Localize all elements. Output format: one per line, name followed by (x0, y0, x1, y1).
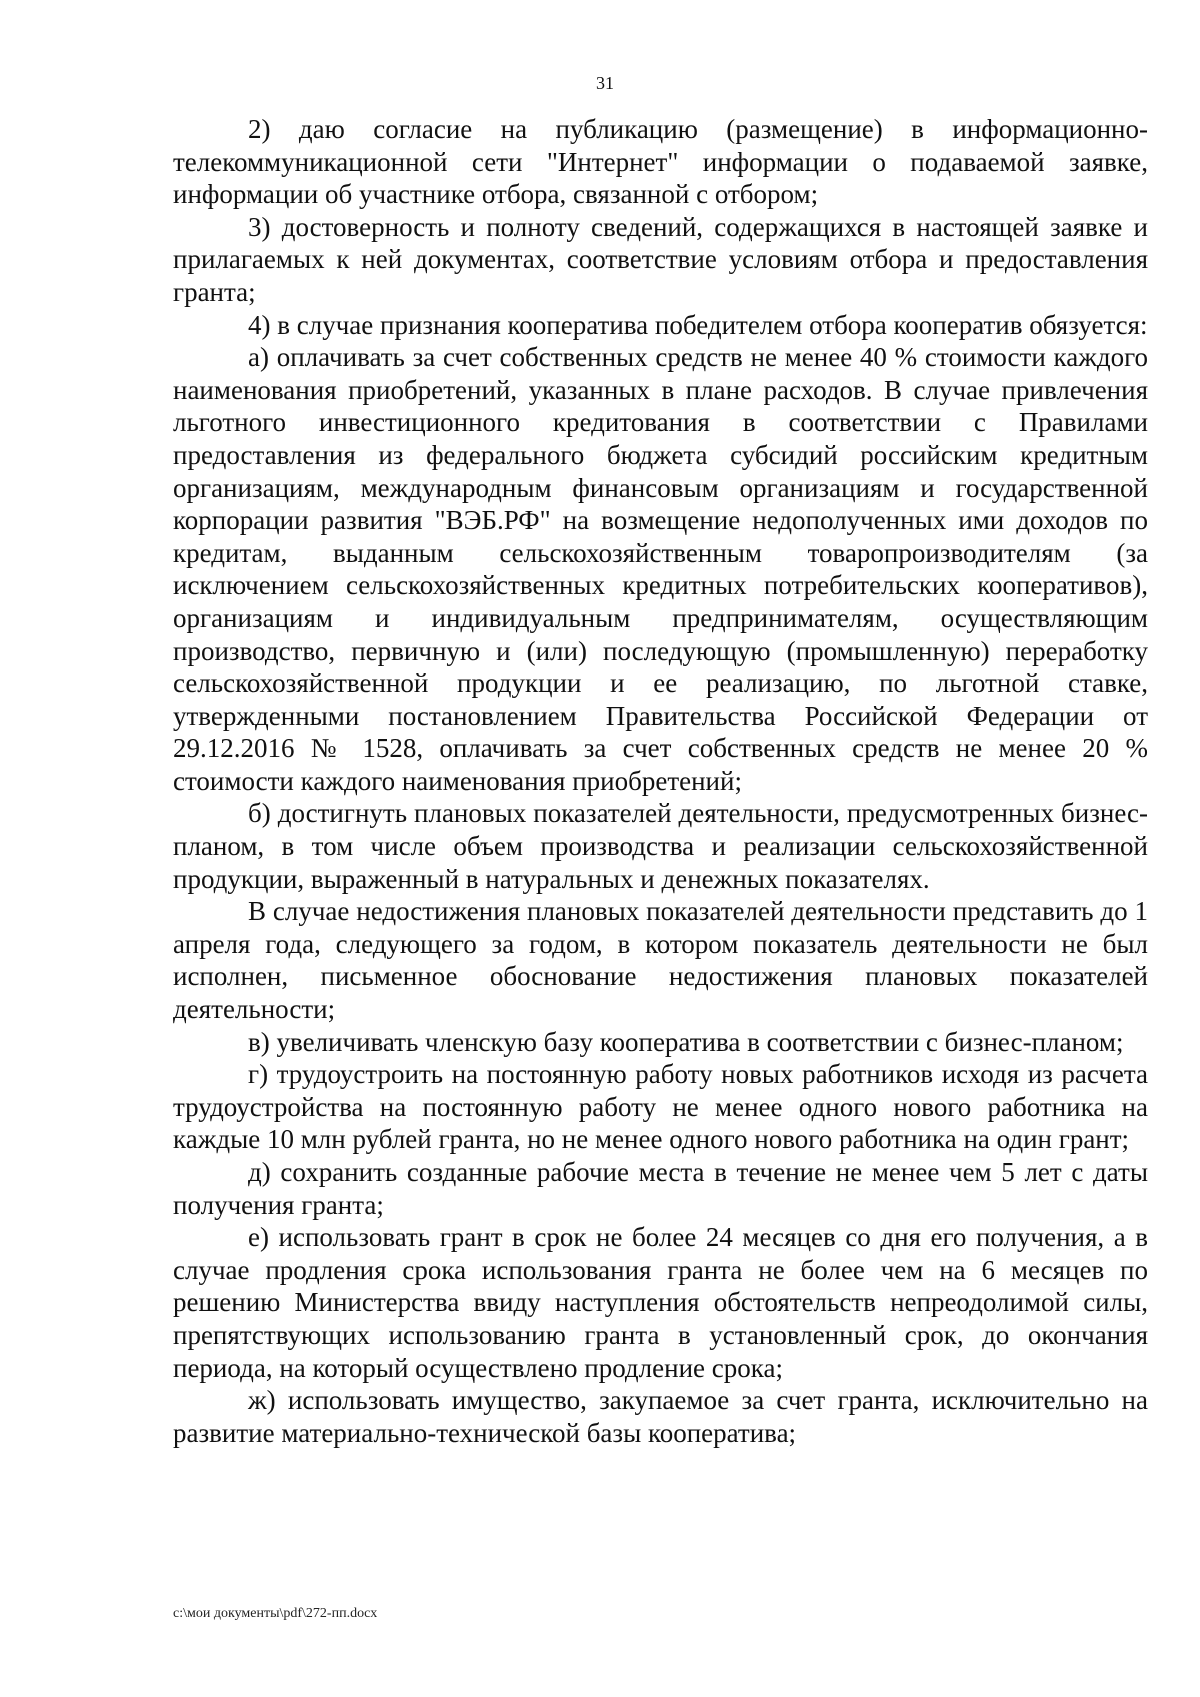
page-number: 31 (596, 73, 614, 93)
paragraph-item-g: г) трудоустроить на постоянную работу новых работников исходя из расчета трудоустройства на постоянную работу не менее одного нового работника на каждые 10 млн рублей гранта, но не менее одного нового работника на один грант; (173, 1059, 1148, 1155)
paragraph-accuracy: 3) достоверность и полноту сведений, содержащихся в настоящей заявке и прилагаемых к ней документах, соответствие условиям отбора и предоставления гранта; (173, 211, 1148, 307)
paragraph-underachievement: В случае недостижения плановых показателей деятельности представить до 1 апреля года, следующего за годом, в котором показатель деятельности не был исполнен, письменное обоснование недостижения плановых показателей деятельности; (173, 896, 1148, 1025)
paragraph-item-zh: ж) использовать имущество, закупаемое за счет гранта, исключительно на развитие материально-технической базы кооператива; (173, 1385, 1148, 1448)
paragraph-item-d: д) сохранить созданные рабочие места в течение не менее чем 5 лет с даты получения гранта; (173, 1157, 1148, 1220)
paragraph-item-a: а) оплачивать за счет собственных средств не менее 40 % стоимости каждого наименования приобретений, указанных в плане расходов. В случае привлечения льготного инвестиционного кредитования в соответствии с Правилами предоставления из федерального бюджета субсидий российским кредитным организациям, международным финансовым организациям и государственной корпорации развития "ВЭБ.РФ" на возмещение недополученных ими доходов по кредитам, выданным сельскохозяйственным товаропроизводителям (за исключением сельскохозяйственных кредитных потребительских кооперативов), организациям и индивидуальным предпринимателям, осуществляющим производство, первичную и (или) последующую (промышленную) переработку сельскохозяйственной продукции и ее реализацию, по льготной ставке, утвержденными постановлением Правительства Российской Федерации от 29.12.2016 № 1528, оплачивать за счет собственных средств не менее 20 % стоимости каждого наименования приобретений; (173, 342, 1148, 796)
paragraph-consent-publication: 2) даю согласие на публикацию (размещение) в информационно-телекоммуникационной сети "Интернет" информации о подаваемой заявке, информации об участнике отбора, связанной с отбором; (173, 114, 1148, 210)
document-body (173, 113, 1148, 1449)
paragraph-obligations-intro: 4) в случае признания кооператива победителем отбора кооператив обязуется: (248, 309, 1148, 340)
paragraph-item-b: б) достигнуть плановых показателей деятельности, предусмотренных бизнес-планом, в том числе объем производства и реализации сельскохозяйственной продукции, выраженный в натуральных и денежных показателях. (173, 798, 1148, 894)
footer-file-path: c:\мои документы\pdf\272-пп.docx (173, 1606, 378, 1621)
paragraph-item-e: е) использовать грант в срок не более 24 месяцев со дня его получения, а в случае продления срока использования гранта не более чем на 6 месяцев по решению Министерства ввиду наступления обстоятельств непреодолимой силы, препятствующих использованию гранта в установленный срок, до окончания периода, на который осуществлено продление срока; (173, 1222, 1148, 1383)
paragraph-item-v: в) увеличивать членскую базу кооператива в соответствии с бизнес-планом; (248, 1026, 1124, 1057)
